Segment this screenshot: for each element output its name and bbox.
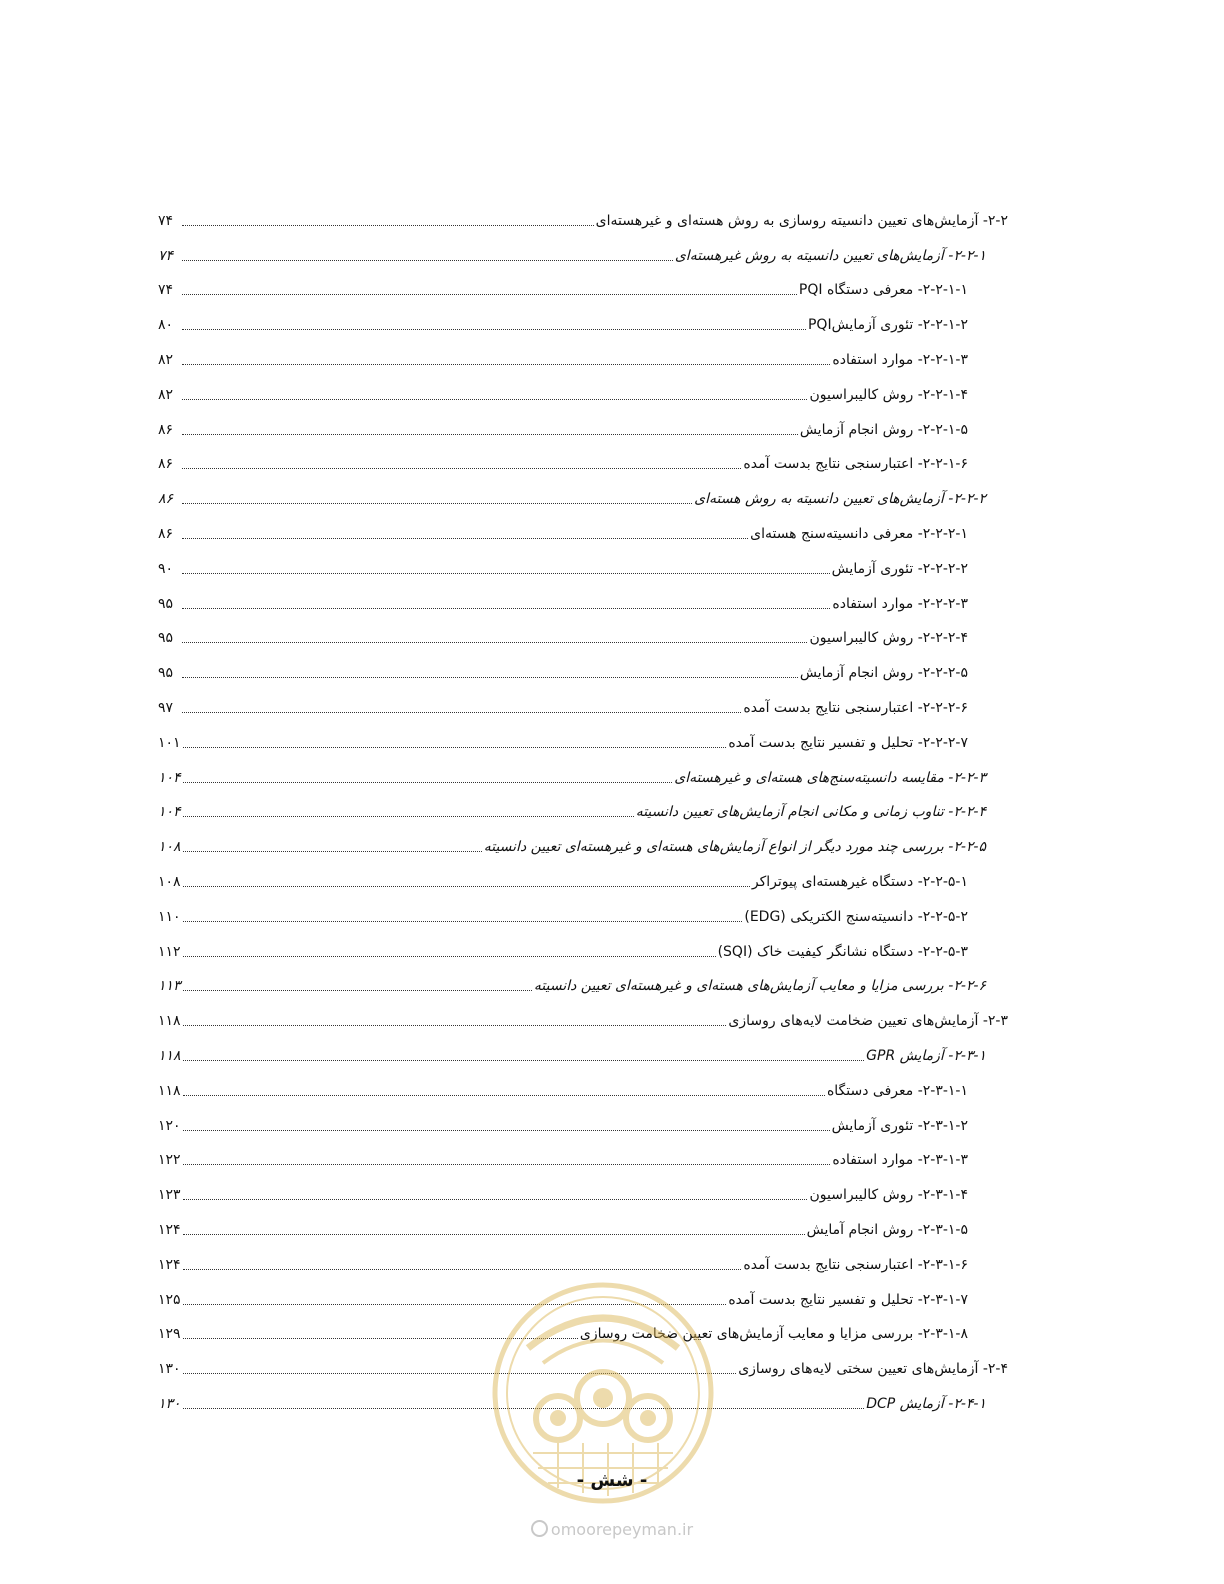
toc-entry-title: ۲-۳-۱-۸- بررسی مزایا و معایب آزمایش‌های تعیین ضخامت روسازی bbox=[579, 1326, 968, 1343]
toc-entry[interactable] bbox=[158, 683, 1008, 718]
toc-entry[interactable] bbox=[158, 648, 1008, 683]
toc-entry[interactable] bbox=[158, 857, 1008, 892]
toc-entry-title: ۲-۳-۱-۷- تحلیل و تفسیر نتایج بدست آمده bbox=[728, 1291, 968, 1308]
toc-entry-title: ۲-۲-۲-۱- معرفی دانسیته‌سنج هسته‌ای bbox=[750, 525, 968, 542]
table-of-contents bbox=[158, 196, 1008, 1414]
toc-entry-title: ۲-۲-۵-۱- دستگاه غیرهسته‌ای پیوتراکر bbox=[751, 873, 968, 890]
toc-dot-leader bbox=[182, 573, 830, 574]
toc-dot-leader bbox=[183, 1060, 865, 1061]
toc-entry-title: ۲-۲-۵-۳- دستگاه نشانگر کیفیت خاک (SQI) bbox=[717, 943, 968, 960]
toc-entry[interactable] bbox=[158, 892, 1008, 927]
toc-dot-leader bbox=[183, 990, 532, 991]
toc-entry-page-number: ۸۲ bbox=[158, 351, 174, 368]
toc-entry-title: ۲-۲-۱-۱- معرفی دستگاه PQI bbox=[798, 282, 968, 299]
toc-entry-page-number: ۱۱۸ bbox=[158, 1047, 181, 1064]
toc-dot-leader bbox=[183, 1269, 742, 1270]
toc-entry-page-number: ۷۴ bbox=[158, 247, 174, 264]
toc-entry-title: ۲-۲-۲-۴- روش کالیبراسیون bbox=[809, 630, 968, 647]
toc-entry-page-number: ۹۵ bbox=[158, 630, 174, 647]
toc-dot-leader bbox=[182, 468, 741, 469]
toc-entry-page-number: ۷۴ bbox=[158, 282, 174, 299]
toc-entry[interactable] bbox=[158, 996, 1008, 1031]
toc-entry-page-number: ۹۵ bbox=[158, 665, 174, 682]
toc-entry-page-number: ۱۲۹ bbox=[158, 1326, 181, 1343]
toc-entry[interactable] bbox=[158, 231, 1008, 266]
toc-entry-page-number: ۷۴ bbox=[158, 212, 174, 229]
toc-entry[interactable] bbox=[158, 753, 1008, 788]
toc-entry[interactable] bbox=[158, 440, 1008, 475]
toc-dot-leader bbox=[182, 642, 807, 643]
toc-dot-leader bbox=[182, 329, 806, 330]
toc-entry-page-number: ۸۶ bbox=[158, 421, 174, 438]
toc-dot-leader bbox=[183, 747, 727, 748]
toc-entry[interactable] bbox=[158, 788, 1008, 823]
toc-entry-page-number: ۱۲۴ bbox=[158, 1256, 181, 1273]
toc-dot-leader bbox=[182, 294, 797, 295]
toc-dot-leader bbox=[182, 364, 830, 365]
toc-entry-title: ۲-۲-۲-۵- روش انجام آزمایش bbox=[799, 665, 968, 682]
toc-entry[interactable] bbox=[158, 370, 1008, 405]
site-watermark bbox=[0, 1520, 1224, 1539]
toc-dot-leader bbox=[182, 399, 807, 400]
toc-entry[interactable] bbox=[158, 474, 1008, 509]
toc-entry-page-number: ۹۷ bbox=[158, 699, 174, 716]
toc-entry-title: ۲-۲-۲-۶- اعتبارسنجی نتایج بدست آمده bbox=[743, 699, 968, 716]
toc-entry-title: ۲-۲-۱-۶- اعتبارسنجی نتایج بدست آمده bbox=[743, 456, 968, 473]
toc-entry[interactable] bbox=[158, 544, 1008, 579]
toc-entry[interactable] bbox=[158, 300, 1008, 335]
toc-entry[interactable] bbox=[158, 1066, 1008, 1101]
toc-entry[interactable] bbox=[158, 1031, 1008, 1066]
toc-dot-leader bbox=[183, 1130, 830, 1131]
toc-entry-title: ۲-۲-۶- بررسی مزایا و معایب آزمایش‌های هسته‌ای و غیرهسته‌ای تعیین دانسیته bbox=[533, 978, 986, 995]
toc-dot-leader bbox=[183, 1234, 805, 1235]
toc-entry-page-number: ۱۰۴ bbox=[158, 804, 181, 821]
toc-entry-page-number: ۱۰۴ bbox=[158, 769, 181, 786]
toc-entry[interactable] bbox=[158, 614, 1008, 649]
toc-entry-page-number: ۸۲ bbox=[158, 386, 174, 403]
toc-entry-page-number: ۱۱۸ bbox=[158, 1013, 181, 1030]
toc-entry-page-number: ۸۶ bbox=[158, 525, 174, 542]
toc-dot-leader bbox=[182, 225, 594, 226]
toc-entry-page-number: ۱۱۸ bbox=[158, 1082, 181, 1099]
toc-entry[interactable] bbox=[158, 1136, 1008, 1171]
toc-entry-title: ۲-۲-۲-۳- موارد استفاده bbox=[832, 595, 968, 612]
toc-dot-leader bbox=[182, 538, 748, 539]
toc-entry-title: ۲-۳- آزمایش‌های تعیین ضخامت لایه‌های روسازی bbox=[728, 1013, 1008, 1030]
toc-entry-title: ۲-۲-۵- بررسی چند مورد دیگر از انواع آزمایش‌های هسته‌ای و غیرهسته‌ای تعیین دانسیته bbox=[483, 839, 986, 856]
toc-entry-page-number: ۱۱۲ bbox=[158, 943, 181, 960]
toc-entry[interactable] bbox=[158, 962, 1008, 997]
toc-entry[interactable] bbox=[158, 1170, 1008, 1205]
toc-dot-leader bbox=[183, 921, 743, 922]
toc-entry-title: ۲-۲-۱-۳- موارد استفاده bbox=[832, 351, 968, 368]
toc-dot-leader bbox=[182, 677, 798, 678]
site-watermark-text: omoorepeyman.ir bbox=[550, 1520, 694, 1539]
toc-entry-title: ۲-۳-۱-۴- روش کالیبراسیون bbox=[809, 1187, 968, 1204]
toc-entry[interactable] bbox=[158, 335, 1008, 370]
toc-entry-page-number: ۱۲۳ bbox=[158, 1187, 181, 1204]
toc-dot-leader bbox=[182, 260, 673, 261]
toc-entry-title: ۲-۲-۵-۲- دانسیته‌سنج الکتریکی (EDG) bbox=[744, 908, 968, 925]
toc-entry-page-number: ۸۰ bbox=[158, 317, 174, 334]
toc-dot-leader bbox=[183, 782, 673, 783]
toc-entry-page-number: ۹۰ bbox=[158, 560, 174, 577]
toc-entry-page-number: ۱۳۰ bbox=[158, 1361, 181, 1378]
toc-entry-page-number: ۱۰۱ bbox=[158, 734, 181, 751]
toc-entry-page-number: ۱۲۵ bbox=[158, 1291, 181, 1308]
toc-dot-leader bbox=[182, 503, 692, 504]
toc-entry-title: ۲-۳-۱-۳- موارد استفاده bbox=[832, 1152, 968, 1169]
toc-entry-title: ۲-۲-۴- تناوب زمانی و مکانی انجام آزمایش‌های تعیین دانسیته bbox=[635, 804, 986, 821]
toc-entry-page-number: ۱۲۲ bbox=[158, 1152, 181, 1169]
toc-entry-page-number: ۱۲۰ bbox=[158, 1117, 181, 1134]
toc-entry[interactable] bbox=[158, 1240, 1008, 1275]
toc-dot-leader bbox=[182, 434, 798, 435]
toc-dot-leader bbox=[183, 1095, 825, 1096]
toc-entry-title: ۲-۲-۱- آزمایش‌های تعیین دانسیته به روش غیرهسته‌ای bbox=[674, 247, 986, 264]
toc-entry-page-number: ۱۳۰ bbox=[158, 1395, 181, 1412]
toc-dot-leader bbox=[183, 851, 482, 852]
toc-entry[interactable] bbox=[158, 196, 1008, 231]
toc-dot-leader bbox=[183, 816, 634, 817]
toc-entry-title: ۲-۲-۲-۷- تحلیل و تفسیر نتایج بدست آمده bbox=[728, 734, 968, 751]
toc-entry-title: ۲-۲-۲-۲- تئوری آزمایش bbox=[831, 560, 968, 577]
toc-entry[interactable] bbox=[158, 718, 1008, 753]
toc-entry-page-number: ۱۱۰ bbox=[158, 908, 181, 925]
toc-entry-title: ۲-۴-۱- آزمایش DCP bbox=[866, 1395, 986, 1412]
toc-entry-title: ۲-۳-۱-۱- معرفی دستگاه bbox=[826, 1082, 968, 1099]
toc-entry-page-number: ۱۲۴ bbox=[158, 1221, 181, 1238]
toc-entry-title: ۲-۲-۱-۵- روش انجام آزمایش bbox=[799, 421, 968, 438]
toc-entry-title: ۲-۳-۱-۵- روش انجام آمایش bbox=[806, 1221, 968, 1238]
toc-entry[interactable] bbox=[158, 266, 1008, 301]
toc-entry-title: ۲-۳-۱- آزمایش GPR bbox=[866, 1047, 986, 1064]
toc-dot-leader bbox=[182, 712, 741, 713]
toc-dot-leader bbox=[183, 886, 750, 887]
toc-entry-page-number: ۱۰۸ bbox=[158, 839, 181, 856]
toc-entry-title: ۲-۲-۳- مقایسه دانسیته‌سنج‌های هسته‌ای و غیرهسته‌ای bbox=[674, 769, 986, 786]
toc-dot-leader bbox=[182, 608, 830, 609]
toc-entry-title: ۲-۲-۱-۲- تئوری آزمایشPQI bbox=[807, 317, 968, 334]
page-number-footer: - شش - bbox=[576, 1470, 648, 1491]
toc-dot-leader bbox=[183, 1025, 727, 1026]
toc-entry-title: ۲-۳-۱-۲- تئوری آزمایش bbox=[831, 1117, 968, 1134]
toc-entry-page-number: ۹۵ bbox=[158, 595, 174, 612]
toc-entry[interactable] bbox=[158, 927, 1008, 962]
toc-entry-title: ۲-۲-۱-۴- روش کالیبراسیون bbox=[809, 386, 968, 403]
toc-entry[interactable] bbox=[158, 509, 1008, 544]
toc-dot-leader bbox=[183, 1199, 808, 1200]
toc-entry-page-number: ۱۰۸ bbox=[158, 873, 181, 890]
toc-entry-page-number: ۱۱۳ bbox=[158, 978, 181, 995]
site-logo-icon bbox=[531, 1520, 548, 1537]
toc-entry-title: ۲-۴- آزمایش‌های تعیین سختی لایه‌های روسازی bbox=[738, 1361, 1008, 1378]
toc-entry-title: ۲-۳-۱-۶- اعتبارسنجی نتایج بدست آمده bbox=[743, 1256, 968, 1273]
toc-dot-leader bbox=[183, 956, 716, 957]
toc-entry-page-number: ۸۶ bbox=[158, 456, 174, 473]
toc-dot-leader bbox=[183, 1164, 831, 1165]
toc-entry-page-number: ۸۶ bbox=[158, 491, 174, 508]
toc-entry[interactable] bbox=[158, 405, 1008, 440]
toc-entry[interactable] bbox=[158, 1205, 1008, 1240]
toc-entry-title: ۲-۲-۲- آزمایش‌های تعیین دانسیته به روش هسته‌ای bbox=[694, 491, 986, 508]
toc-entry[interactable] bbox=[158, 822, 1008, 857]
toc-entry[interactable] bbox=[158, 1101, 1008, 1136]
toc-entry[interactable] bbox=[158, 579, 1008, 614]
toc-entry-title: ۲-۲- آزمایش‌های تعیین دانسیته روسازی به روش هسته‌ای و غیرهسته‌ای bbox=[595, 212, 1008, 229]
